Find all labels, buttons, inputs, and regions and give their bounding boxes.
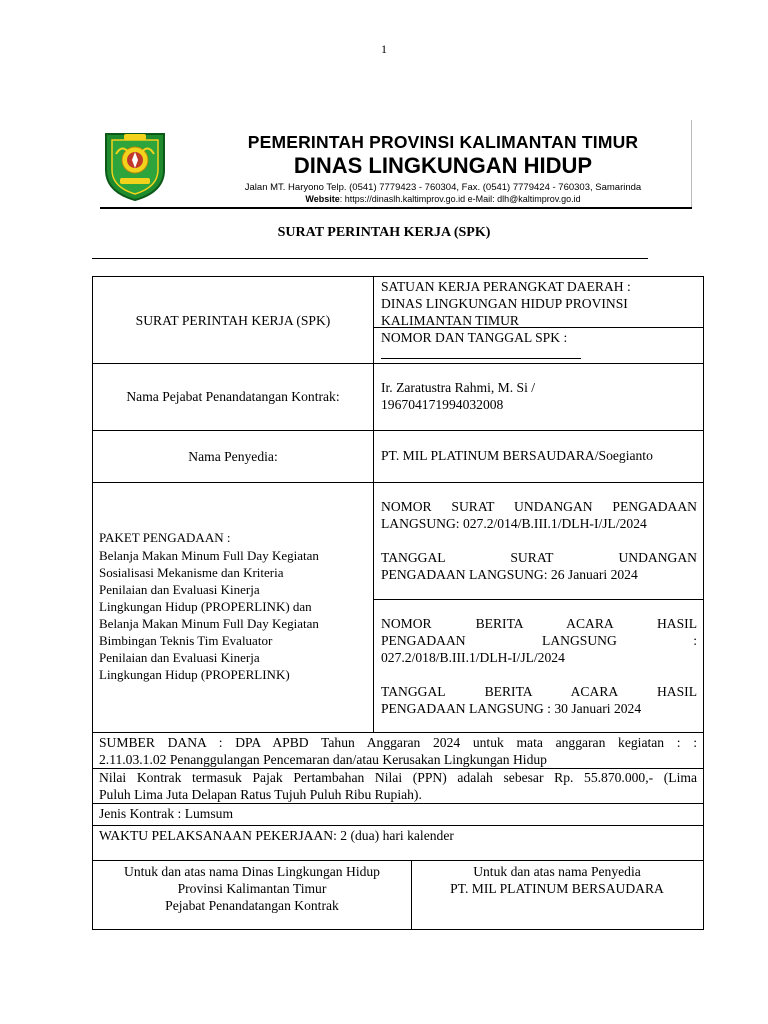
letterhead	[96, 120, 692, 210]
jenis-kontrak: Jenis Kontrak : Lumsum	[99, 806, 234, 821]
paket-line: Bimbingan Teknis Tim Evaluator	[99, 633, 273, 648]
berita-acara-tanggal: PENGADAAN LANGSUNG : 30 Januari 2024	[381, 701, 642, 716]
sumber-dana-cell	[99, 734, 697, 768]
sumber-dana: SUMBER DANA : DPA APBD Tahun Anggaran 2024 untuk mata anggaran kegiatan : :	[99, 735, 697, 750]
jenis-kontrak-cell	[99, 805, 697, 822]
paket-heading: PAKET PENGADAAN :	[99, 530, 231, 545]
pejabat-label-cell	[93, 363, 373, 430]
berita-acara-nomor: 027.2/018/B.III.1/DLH-I/JL/2024	[381, 650, 565, 665]
website-contact: : https://dinaslh.kaltimprov.go.id e-Mail: dlh@kaltimprov.go.id	[339, 194, 581, 204]
letterhead-address: Jalan MT. Haryono Telp. (0541) 7779423 - 760304, Fax. (0541) 7779424 - 760303, Samarinda	[244, 182, 642, 193]
letterhead-side-rule	[691, 120, 692, 208]
satker-value: KALIMANTAN TIMUR	[381, 313, 519, 328]
paket-cell	[99, 529, 369, 683]
undangan-tanggal: PENGADAAN LANGSUNG: 26 Januari 2024	[381, 567, 638, 582]
signature-left	[93, 863, 411, 914]
row-rule	[93, 860, 703, 861]
row-rule	[373, 599, 703, 600]
signature-right-line: PT. MIL PLATINUM BERSAUDARA	[450, 881, 664, 896]
paket-line: Lingkungan Hidup (PROPERLINK) dan	[99, 599, 312, 614]
waktu-cell	[99, 827, 697, 844]
page-number: 1	[381, 42, 387, 56]
spk-label: SURAT PERINTAH KERJA (SPK)	[135, 312, 331, 328]
waktu-pelaksanaan: WAKTU PELAKSANAAN PEKERJAAN: 2 (dua) hari kalender	[99, 828, 454, 843]
nilai-kontrak: Puluh Lima Juta Delapan Ratus Tujuh Puluh Ribu Rupiah).	[99, 787, 422, 802]
signature-right	[411, 863, 703, 897]
letterhead-government: PEMERINTAH PROVINSI KALIMANTAN TIMUR	[247, 132, 639, 152]
website-label: Website	[305, 194, 340, 204]
spk-label-cell	[93, 277, 373, 363]
nomor-label: NOMOR DAN TANGGAL SPK :	[381, 330, 568, 345]
document-title: SURAT PERINTAH KERJA (SPK)	[277, 225, 491, 240]
paket-line: Belanja Makan Minum Full Day Kegiatan	[99, 548, 319, 563]
column-divider	[373, 277, 374, 732]
sumber-dana: 2.11.03.1.02 Penanggulangan Pencemaran dan/atau Kerusakan Lingkungan Hidup	[99, 752, 547, 767]
paket-line: Penilaian dan Evaluasi Kinerja	[99, 650, 260, 665]
pejabat-value-cell	[381, 379, 697, 413]
letterhead-rule	[100, 207, 692, 209]
penyedia-label-cell	[93, 430, 373, 482]
pejabat-name: Ir. Zaratustra Rahmi, M. Si /	[381, 380, 536, 395]
signature-left-line: Provinsi Kalimantan Timur	[177, 881, 327, 896]
undangan-nomor: LANGSUNG: 027.2/014/B.III.1/DLH-I/JL/2024	[381, 516, 647, 531]
signature-left-line: Pejabat Penandatangan Kontrak	[165, 898, 339, 913]
pejabat-label: Nama Pejabat Penandatangan Kontrak:	[126, 389, 340, 404]
pejabat-nip: 196704171994032008	[381, 397, 504, 412]
provincial-emblem-logo	[102, 130, 168, 202]
nilai-kontrak: Nilai Kontrak termasuk Pajak Pertambahan Nilai (PPN) adalah sebesar Rp. 55.870.000,- (Lima	[99, 770, 697, 785]
signature-left-line: Untuk dan atas nama Dinas Lingkungan Hidup	[124, 864, 380, 879]
nilai-kontrak-cell	[99, 769, 697, 803]
undangan-cell	[381, 498, 697, 583]
paket-line: Lingkungan Hidup (PROPERLINK)	[99, 667, 290, 682]
row-rule	[93, 803, 703, 804]
letterhead-agency: DINAS LINGKUNGAN HIDUP	[293, 153, 593, 178]
berita-acara-nomor: PENGADAAN LANGSUNG :	[381, 633, 697, 648]
paket-line: Sosialisasi Mekanisme dan Kriteria	[99, 565, 284, 580]
berita-acara-nomor: NOMOR BERITA ACARA HASIL	[381, 616, 697, 631]
satker-cell	[381, 278, 697, 329]
letterhead-contact	[208, 194, 678, 204]
spk-table	[92, 276, 704, 930]
row-rule	[93, 732, 703, 733]
row-rule	[93, 482, 703, 483]
berita-acara-tanggal: TANGGAL BERITA ACARA HASIL	[381, 684, 697, 699]
row-rule	[93, 825, 703, 826]
nomor-cell	[381, 329, 697, 363]
letterhead-text	[208, 132, 678, 204]
penyedia-value-cell	[381, 447, 701, 464]
paket-line: Belanja Makan Minum Full Day Kegiatan	[99, 616, 319, 631]
penyedia-value: PT. MIL PLATINUM BERSAUDARA/Soegianto	[381, 448, 653, 463]
title-rule	[92, 258, 648, 259]
berita-acara-cell	[381, 615, 697, 717]
satker-value: DINAS LINGKUNGAN HIDUP PROVINSI	[381, 296, 628, 311]
signature-right-line: Untuk dan atas nama Penyedia	[473, 864, 641, 879]
nomor-blank-line	[381, 350, 581, 359]
paket-line: Penilaian dan Evaluasi Kinerja	[99, 582, 260, 597]
satker-label: SATUAN KERJA PERANGKAT DAERAH :	[381, 279, 631, 294]
penyedia-label: Nama Penyedia:	[188, 448, 278, 464]
undangan-nomor: NOMOR SURAT UNDANGAN PENGADAAN	[381, 499, 697, 514]
undangan-tanggal: TANGGAL SURAT UNDANGAN	[381, 550, 697, 565]
